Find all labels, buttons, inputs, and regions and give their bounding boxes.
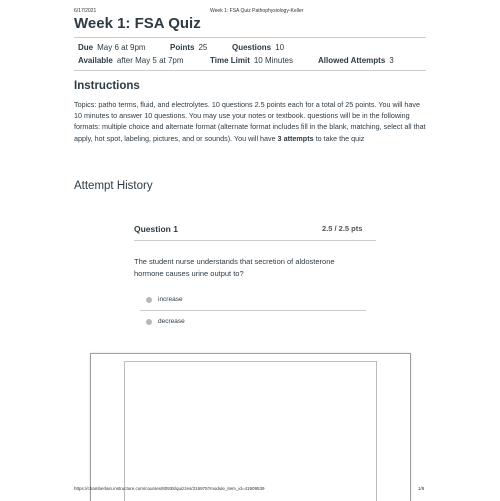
instructions-text [74,99,426,144]
available-value: after May 5 at 7pm [116,56,184,65]
allowed-attempts-label: Allowed Attempts [318,56,386,65]
due-label: Due [78,43,94,52]
answer-label: decrease [158,318,185,325]
question-title: Question 1 [134,224,178,234]
allowed-attempts-detail [318,56,394,65]
answer-option[interactable] [146,318,185,325]
time-limit-value: 10 Minutes [253,56,293,65]
due-value: May 6 at 9pm [97,43,146,52]
available-detail [78,56,184,65]
quiz-title: Week 1: FSA Quiz [74,15,201,32]
answer-option[interactable] [146,296,183,303]
instructions-body: Topics: patho terms, fluid, and electrolytes. 10 questions 2.5 points each for a total of 25 points. You will have 10 minutes to answer 10 questions. You may use your notes or textbook. questions will be in the following formats: multiple choice and alternate format (alternate format includes fill in the blank, matching, select all that apply, hot spot, labeling, pictures, and or sounds). You will have [74,100,426,143]
points-detail [170,43,207,52]
instructions-body-end: to take the quiz [313,133,365,143]
embedded-content-inner-frame [124,361,377,501]
print-footer-page: 1/8 [418,486,425,491]
radio-button-icon[interactable] [146,319,152,325]
print-footer-url: https://chamberlain.instructure.com/courses/80938/quizzes/316975?module_item_id=41909539 [74,486,265,491]
question-text: The student nurse understands that secretion of aldosterone hormone causes urine output to? [134,257,335,278]
questions-detail [232,43,284,52]
print-header-date: 6/17/2021 [74,8,97,14]
time-limit-detail [210,56,293,65]
title-divider [74,37,426,38]
points-value: 25 [198,43,208,52]
instructions-attempts: 3 attempts [277,133,314,143]
points-label: Points [170,43,195,52]
attempt-history-heading: Attempt History [74,180,153,192]
questions-label: Questions [232,43,272,52]
instructions-heading: Instructions [74,80,140,92]
question-header-divider [134,240,376,241]
answer-divider [140,310,366,311]
questions-value: 10 [275,43,285,52]
question-score: 2.5 / 2.5 pts [322,224,363,233]
radio-button-icon[interactable] [146,297,152,303]
time-limit-label: Time Limit [210,56,250,65]
details-divider [74,70,426,71]
allowed-attempts-value: 3 [389,56,394,65]
answer-label: increase [158,296,183,303]
print-header-title: Week 1: FSA Quiz Pathophysiology-Keller [210,8,304,14]
due-detail [78,43,146,52]
available-label: Available [78,56,113,65]
